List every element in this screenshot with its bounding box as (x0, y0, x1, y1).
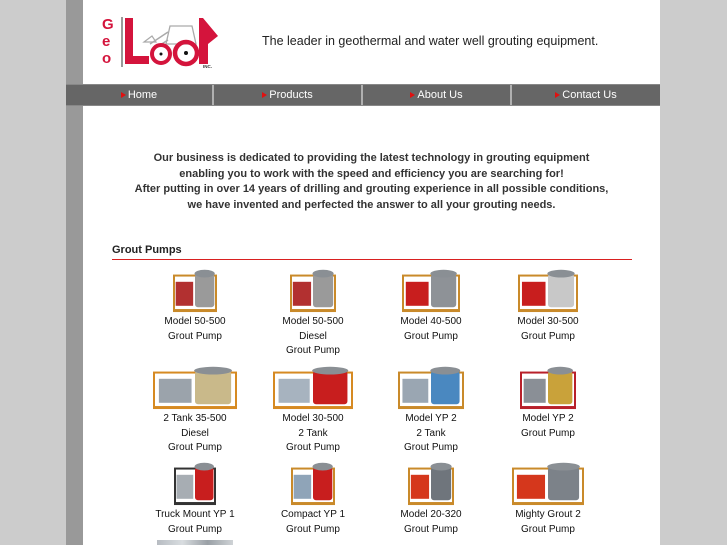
product-caption-line: 2 Tank (298, 427, 328, 439)
arrow-right-icon (262, 92, 267, 98)
product-image[interactable] (511, 458, 585, 506)
product-caption-line: Grout Pump (521, 523, 575, 535)
product-caption-line: Model 40-500 (400, 316, 462, 327)
product-caption-line: Grout Pump (521, 427, 575, 439)
product-image[interactable] (519, 362, 577, 410)
product-caption-line: Grout Pump (404, 442, 458, 453)
product-image[interactable] (397, 362, 465, 410)
product-caption-line: Grout Pump (286, 523, 340, 535)
svg-text:INC.: INC. (203, 64, 212, 68)
page-container (66, 0, 660, 545)
product-caption-line: Diesel (181, 427, 209, 439)
nav-home-label: Home (127, 89, 158, 101)
section-title-grout-pumps: Grout Pumps (112, 244, 182, 256)
nav-contact-us-label: Contact Us (562, 89, 617, 101)
product-card[interactable] (254, 458, 372, 537)
product-card[interactable] (136, 362, 254, 456)
nav-home[interactable] (66, 85, 214, 105)
product-caption-line: Model 50-500 (164, 316, 226, 327)
intro-line: After putting in over 14 years of drilling and grouting experience in all possible conditions, (134, 183, 609, 195)
product-card[interactable] (489, 265, 607, 344)
product-image[interactable] (173, 458, 217, 506)
product-caption-line: Grout Pump (404, 330, 458, 342)
arrow-right-icon (410, 92, 415, 98)
tagline: The leader in geothermal and water well grouting equipment. (262, 34, 599, 48)
geoloop-logo[interactable] (100, 14, 218, 68)
product-caption-line: Diesel (299, 330, 327, 342)
product-card[interactable] (136, 265, 254, 344)
product-card[interactable] (254, 265, 372, 359)
intro-line: enabling you to work with the speed and efficiency you are searching for! (179, 167, 564, 180)
product-caption-line: 2 Tank 35-500 (163, 413, 227, 424)
product-card[interactable] (372, 362, 490, 456)
main-nav (66, 84, 660, 106)
intro-text (83, 151, 660, 213)
product-caption-line: Model 20-320 (400, 509, 462, 520)
product-caption-line: Model 30-500 (517, 316, 579, 327)
product-caption-line: Truck Mount YP 1 (155, 509, 235, 520)
product-image[interactable] (172, 265, 218, 313)
nav-products[interactable] (214, 85, 363, 105)
product-card[interactable] (372, 265, 490, 344)
intro-line: we have invented and perfected the answer to all your grouting needs. (187, 198, 556, 211)
product-caption-line: Grout Pump (286, 345, 340, 356)
product-card[interactable] (136, 458, 254, 537)
product-caption-line: Grout Pump (168, 330, 222, 342)
section-divider (112, 259, 632, 260)
product-image[interactable] (407, 458, 455, 506)
product-caption-line: Grout Pump (521, 330, 575, 342)
product-caption-line: 2 Tank (416, 427, 446, 439)
product-card[interactable] (489, 458, 607, 537)
header (83, 0, 660, 84)
product-caption-line: Model YP 2 (522, 413, 574, 424)
product-caption-line: Grout Pump (168, 442, 222, 453)
product-image[interactable] (152, 362, 238, 410)
product-caption-line: Model 50-500 (282, 316, 344, 327)
svg-text:G: G (102, 16, 114, 33)
product-image[interactable] (289, 265, 337, 313)
nav-contact-us[interactable] (512, 85, 660, 105)
product-card[interactable] (254, 362, 372, 456)
product-image[interactable] (272, 362, 354, 410)
product-image[interactable] (517, 265, 579, 313)
left-decorative-strip (66, 0, 83, 545)
product-card[interactable] (489, 362, 607, 441)
product-caption-line: Compact YP 1 (280, 509, 346, 520)
product-image[interactable] (290, 458, 336, 506)
arrow-right-icon (555, 92, 560, 98)
product-image-partial[interactable] (157, 540, 233, 545)
product-caption-line: Mighty Grout 2 (515, 509, 581, 520)
product-card[interactable] (372, 458, 490, 537)
intro-line: Our business is dedicated to providing the latest technology in grouting equipment (153, 152, 590, 164)
nav-about-us[interactable] (363, 85, 512, 105)
product-image[interactable] (401, 265, 461, 313)
product-caption-line: Model 30-500 (282, 413, 344, 424)
arrow-right-icon (121, 92, 126, 98)
product-caption-line: Model YP 2 (405, 413, 457, 424)
svg-text:e: e (102, 33, 111, 50)
product-caption-line: Grout Pump (168, 523, 222, 535)
nav-about-us-label: About Us (417, 89, 463, 101)
product-caption-line: Grout Pump (404, 523, 458, 535)
product-caption-line: Grout Pump (286, 442, 340, 453)
nav-products-label: Products (269, 89, 313, 101)
svg-text:o: o (102, 50, 112, 67)
